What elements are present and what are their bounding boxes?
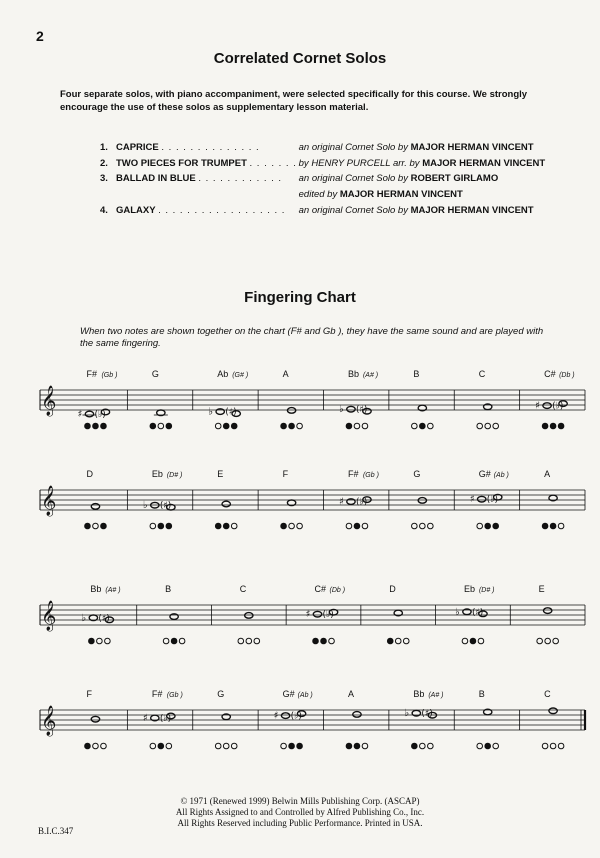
valve-open-icon [362,743,368,749]
valve-pressed-icon [485,523,491,529]
valve-pressed-icon [542,423,548,429]
note-name: Bb [90,584,102,594]
alt-note-name: (A# ) [105,587,121,594]
accidental-icon: (♭) [355,497,368,508]
note-name: Ab [217,369,229,379]
solo-attribution: edited by [298,189,338,200]
valve-open-icon [428,743,434,749]
accidental-icon: ♯ [273,710,279,722]
note-name: G [413,469,421,479]
solo-name: TWO PIECES FOR TRUMPET [116,158,247,169]
valve-open-icon [545,638,551,644]
valve-pressed-icon [101,423,107,429]
accidental-icon: ♭ [338,404,344,416]
note-head-icon [245,613,253,619]
alt-note-name: (Gb ) [101,372,118,379]
valve-pressed-icon [485,743,491,749]
accidental-icon: (♭) [552,401,564,412]
solo-composer: MAJOR HERMAN VINCENT [339,189,463,200]
note-head-icon [543,403,551,409]
note-name: Bb [413,689,425,699]
valve-open-icon [428,423,434,429]
note-name: C [239,584,247,594]
valve-pressed-icon [420,423,426,429]
valve-open-icon [289,523,295,529]
valve-open-icon [477,423,483,429]
valve-open-icon [412,523,418,529]
valve-pressed-icon [412,743,418,749]
solo-attribution: an original Cornet Solo by [298,205,408,216]
treble-clef-icon: 𝄞 [41,386,57,416]
accidental-icon: ♯ [305,609,311,621]
note-name: E [217,469,224,479]
valve-open-icon [297,423,303,429]
valve-open-icon [246,638,252,644]
book-code: B.I.C.347 [38,826,74,836]
note-name: B [165,584,172,594]
note-name: B [478,689,485,699]
valve-open-icon [93,523,99,529]
note-name: F# [86,369,97,379]
valve-open-icon [231,743,237,749]
note-head-icon [347,406,355,412]
valve-open-icon [346,523,352,529]
note-name: C [478,369,486,379]
copyright-line: All Rights Reserved including Public Performance. Printed in USA. [177,818,423,828]
valve-open-icon [166,743,172,749]
alt-note-name: (Ab ) [297,692,313,699]
valve-pressed-icon [85,743,91,749]
valve-open-icon [223,743,229,749]
note-name: Eb [151,469,163,479]
valve-open-icon [542,743,548,749]
accidental-icon: (♯) [98,613,110,624]
valve-open-icon [150,743,156,749]
solo-name: BALLAD IN BLUE [116,173,196,184]
accidental-icon: (♭) [159,714,172,724]
valve-pressed-icon [346,743,352,749]
valve-pressed-icon [493,523,499,529]
valve-pressed-icon [166,423,172,429]
note-name: F [86,689,92,699]
note-name: F [282,469,289,479]
valve-pressed-icon [89,638,95,644]
valve-open-icon [254,638,260,644]
valve-open-icon [163,638,169,644]
valve-pressed-icon [297,743,303,749]
solos-intro: Four separate solos, with piano accompaniment, were selected specifically for this course. We strongly encourage the use of these solos as supplementary lesson material. [60,89,528,113]
solo-number: 1. [100,142,108,153]
note-head-icon [549,708,557,714]
valve-open-icon [354,423,360,429]
valve-open-icon [297,523,303,529]
valve-pressed-icon [223,523,229,529]
note-name: G# [478,469,491,479]
valve-open-icon [150,523,156,529]
accidental-icon: ♯ [338,496,344,508]
note-head-icon [418,498,426,504]
solo-composer: MAJOR HERMAN VINCENT [422,158,546,169]
valve-open-icon [362,423,368,429]
accidental-icon: (♭) [322,610,334,621]
alt-note-name: (D# ) [166,472,183,479]
valve-pressed-icon [215,523,221,529]
solo-attribution: by HENRY PURCELL arr. by [298,158,420,169]
valve-open-icon [558,743,564,749]
solo-composer: ROBERT GIRLAMO [410,173,499,184]
valve-pressed-icon [93,423,99,429]
note-name: C [544,689,551,699]
solo-attribution: an original Cornet Solo by [298,173,408,184]
accidental-icon: ♭ [404,708,410,720]
valve-open-icon [462,638,468,644]
note-name: A [282,369,289,379]
valve-pressed-icon [231,423,237,429]
valve-open-icon [329,638,335,644]
valve-pressed-icon [558,423,564,429]
alt-note-name: (Gb ) [362,472,379,479]
accidental-icon: ♯ [535,400,540,412]
note-head-icon [281,713,289,719]
valve-open-icon [158,423,164,429]
accidental-icon: ♭ [454,606,460,618]
note-name: G [151,369,159,379]
accidental-icon: ♭ [81,612,87,624]
valve-pressed-icon [158,743,164,749]
alt-note-name: (Gb ) [166,692,183,699]
accidental-icon: (♭) [290,711,302,722]
note-name: F# [347,469,359,479]
solo-item: 1. CAPRICE . . . . . . . . . . . . . . an original Cornet Solo by MAJOR HERMAN VINCENT [100,142,534,153]
valve-pressed-icon [354,743,360,749]
accidental-icon: ♭ [142,500,148,512]
valve-pressed-icon [321,638,327,644]
valve-open-icon [553,638,559,644]
valve-open-icon [428,523,434,529]
copyright-line: All Rights Assigned to and Controlled by Alfred Publishing Co., Inc. [175,807,425,817]
valve-pressed-icon [85,423,91,429]
valve-pressed-icon [313,638,319,644]
valve-open-icon [93,743,99,749]
alt-note-name: (G# ) [232,372,249,379]
note-name: A [347,689,354,699]
valve-open-icon [395,638,401,644]
valve-pressed-icon [346,423,352,429]
note-name: B [413,369,420,379]
accidental-icon: (♯) [421,709,433,720]
solo-item: 3. BALLAD IN BLUE . . . . . . . . . . . . an original Cornet Solo by ROBERT GIRLAMO [100,173,499,184]
valve-pressed-icon [101,523,107,529]
treble-clef-icon: 𝄞 [41,601,57,631]
solo-item: 2. TWO PIECES FOR TRUMPET . . . . . . . by HENRY PURCELL arr. by MAJOR HERMAN VINCENT [100,158,546,169]
valve-open-icon [362,523,368,529]
accidental-icon: (♭) [486,495,498,506]
note-name: C# [544,369,556,379]
valve-open-icon [420,523,426,529]
valve-open-icon [493,743,499,749]
valve-open-icon [485,423,491,429]
solo-number: 4. [100,205,108,216]
copyright-line: © 1971 (Renewed 1999) Belwin Mills Publishing Corp. (ASCAP) [180,796,420,806]
valve-open-icon [105,638,111,644]
solo-name: CAPRICE [116,142,159,153]
fingering-title: Fingering Chart [244,289,356,306]
solo-composer: MAJOR HERMAN VINCENT [410,142,534,153]
treble-clef-icon: 𝄞 [41,486,57,516]
valve-pressed-icon [171,638,177,644]
valve-open-icon [493,423,499,429]
alt-note-name: (A# ) [428,692,444,699]
valve-pressed-icon [289,743,295,749]
valve-pressed-icon [550,523,556,529]
valve-pressed-icon [85,523,91,529]
note-name: D [86,469,93,479]
valve-open-icon [537,638,543,644]
alt-note-name: (A# ) [362,372,379,379]
valve-open-icon [478,638,484,644]
alt-note-name: (D# ) [478,587,495,594]
valve-open-icon [179,638,185,644]
accidental-icon: ♯ [77,409,83,420]
valve-open-icon [412,423,418,429]
accidental-icon: (♯) [355,405,368,416]
note-name: G [217,689,225,699]
note-name: G# [282,689,295,699]
valve-pressed-icon [470,638,476,644]
note-head-icon [353,712,361,718]
alt-note-name: (Db ) [559,372,575,379]
solo-name: GALAXY [116,205,156,216]
valve-pressed-icon [289,423,295,429]
valve-open-icon [477,743,483,749]
accidental-icon: (♯) [159,501,172,512]
treble-clef-icon: 𝄞 [41,706,57,736]
valve-open-icon [97,638,103,644]
note-head-icon [313,611,321,617]
solo-item: 4. GALAXY . . . . . . . . . . . . . . . . . . an original Cornet Solo by MAJOR HERMAN VINCENT [100,205,534,216]
valve-pressed-icon [158,523,164,529]
accidental-icon: ♯ [469,494,475,506]
solos-title: Correlated Cornet Solos [213,50,387,67]
note-head-icon [222,501,230,507]
alt-note-name: (Ab ) [493,472,509,479]
note-name: F# [151,689,163,699]
solo-number: 3. [100,173,108,184]
valve-open-icon [558,523,564,529]
note-head-icon [543,608,551,614]
valve-pressed-icon [166,523,172,529]
note-name: D [389,584,396,594]
valve-pressed-icon [150,423,156,429]
note-name: Bb [347,369,359,379]
note-head-icon [478,496,486,502]
fingering-note: When two notes are shown together on the chart (F# and Gb ), they have the same sound and are played with the same fingering. [80,326,544,349]
accidental-icon: (♯) [225,407,237,418]
page-number: 2 [36,28,44,44]
accidental-icon: (♯) [471,607,484,618]
note-name: A [544,469,551,479]
note-head-icon [287,408,295,414]
valve-pressed-icon [387,638,393,644]
valve-pressed-icon [542,523,548,529]
copyright-footer [0,796,600,829]
accidental-icon: (♭) [94,410,106,420]
note-head-icon [91,716,99,722]
alt-note-name: (Db ) [329,587,346,594]
valve-pressed-icon [281,423,287,429]
valve-open-icon [477,523,483,529]
valve-open-icon [215,743,221,749]
accidental-icon: ♭ [208,406,213,418]
valve-open-icon [231,523,237,529]
note-name: Eb [463,584,475,594]
valve-open-icon [420,743,426,749]
note-head-icon [91,504,99,510]
valve-open-icon [238,638,244,644]
note-name: E [538,584,545,594]
valve-pressed-icon [281,523,287,529]
solo-number: 2. [100,158,108,169]
valve-pressed-icon [223,423,229,429]
valve-pressed-icon [354,523,360,529]
valve-open-icon [281,743,287,749]
valve-open-icon [101,743,107,749]
note-head-icon [85,411,93,417]
valve-open-icon [550,743,556,749]
valve-pressed-icon [550,423,556,429]
valve-open-icon [403,638,409,644]
solo-attribution: an original Cornet Solo by [298,142,408,153]
accidental-icon: ♯ [142,713,148,724]
note-name: C# [314,584,327,594]
valve-open-icon [215,423,221,429]
solo-composer: MAJOR HERMAN VINCENT [410,205,534,216]
